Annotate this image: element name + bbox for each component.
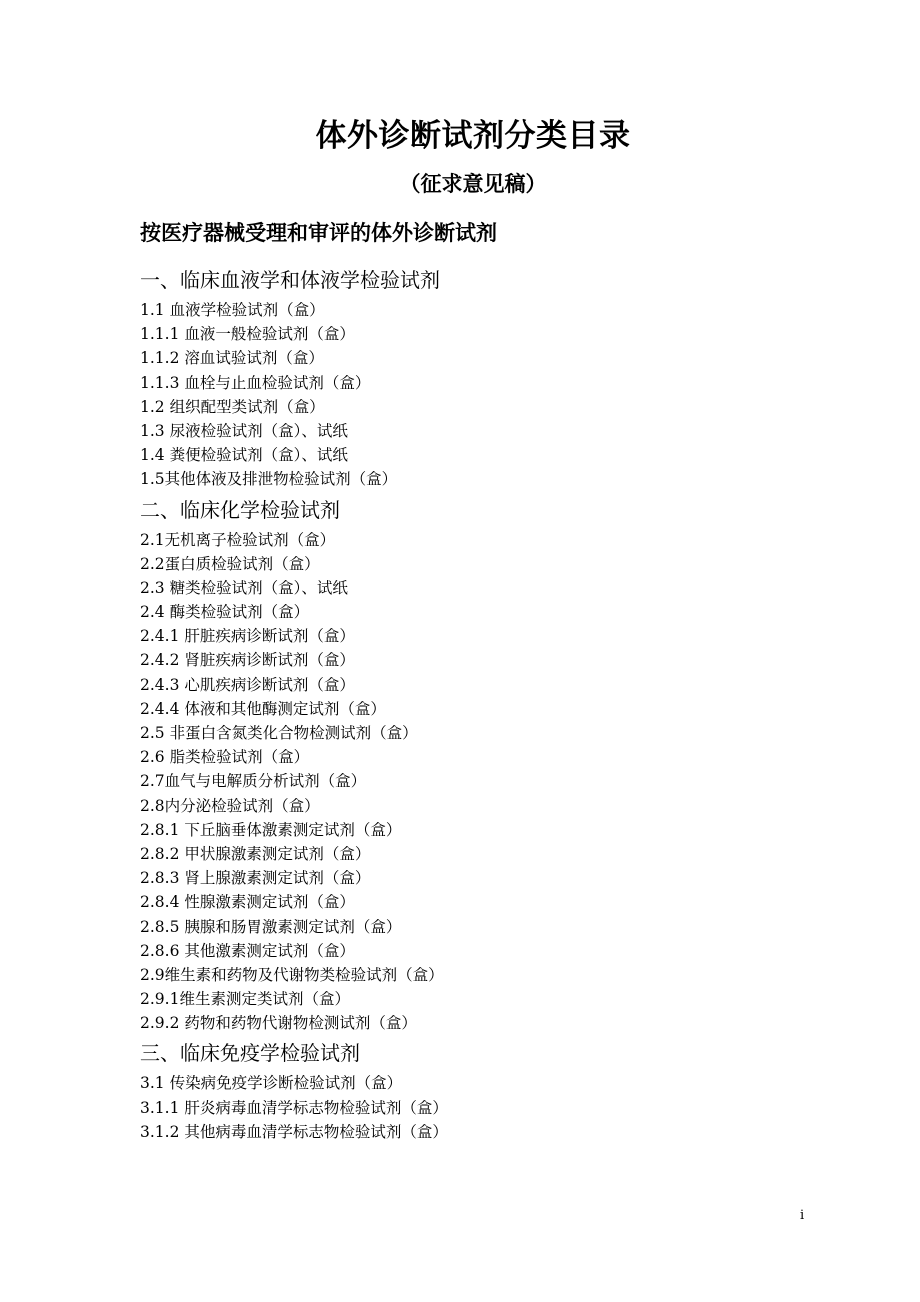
catalog-item: 1.1.2 溶血试验试剂（盒）	[140, 349, 324, 368]
catalog-item: 2.9维生素和药物及代谢物类检验试剂（盒）	[140, 965, 444, 984]
section-title: 一、临床血液学和体液学检验试剂	[140, 268, 440, 292]
section-item-list	[140, 1071, 840, 1144]
catalog-item: 2.8.5 胰腺和肠胃激素测定试剂（盒）	[140, 917, 402, 936]
document-subtitle: （征求意见稿）	[399, 172, 547, 196]
catalog-item: 2.4 酶类检验试剂（盒）	[140, 603, 310, 622]
catalog-content	[140, 262, 840, 1144]
catalog-item: 1.4 粪便检验试剂（盒）、试纸	[140, 446, 348, 465]
catalog-section	[140, 1035, 840, 1144]
catalog-item: 1.1 血液学检验试剂（盒）	[140, 301, 325, 319]
catalog-item: 2.2蛋白质检验试剂（盒）	[140, 554, 320, 573]
catalog-item: 2.9.1维生素测定类试剂（盒）	[140, 990, 350, 1009]
catalog-item: 2.8.1 下丘脑垂体激素测定试剂（盒）	[140, 820, 402, 839]
catalog-section	[140, 492, 840, 1036]
catalog-item: 1.1.1 血液一般检验试剂（盒）	[140, 325, 355, 344]
catalog-item: 3.1.2 其他病毒血清学标志物检验试剂（盒）	[140, 1122, 448, 1141]
page-number: i	[800, 1208, 805, 1223]
catalog-item: 2.5 非蛋白含氮类化合物检测试剂（盒）	[140, 724, 418, 742]
catalog-item: 2.4.2 肾脏疾病诊断试剂（盒）	[140, 651, 355, 670]
section-item-list	[140, 528, 840, 1036]
catalog-item: 2.8.6 其他激素测定试剂（盒）	[140, 941, 355, 960]
catalog-item: 2.9.2 药物和药物代谢物检测试剂（盒）	[140, 1014, 417, 1033]
catalog-item: 2.4.4 体液和其他酶测定试剂（盒）	[140, 699, 386, 718]
catalog-item: 2.8.2 甲状腺激素测定试剂（盒）	[140, 844, 371, 863]
catalog-item: 2.3 糖类检验试剂（盒）、试纸	[140, 578, 348, 597]
catalog-item: 2.4.1 肝脏疾病诊断试剂（盒）	[140, 627, 355, 646]
catalog-item: 2.8.3 肾上腺激素测定试剂（盒）	[140, 869, 371, 888]
catalog-item: 1.1.3 血栓与止血检验试剂（盒）	[140, 373, 371, 392]
catalog-item: 3.1.1 肝炎病毒血清学标志物检验试剂（盒）	[140, 1098, 448, 1117]
document-heading: 按医疗器械受理和审评的体外诊断试剂	[140, 221, 497, 245]
section-title: 二、临床化学检验试剂	[140, 497, 340, 522]
catalog-item: 2.1无机离子检验试剂（盒）	[140, 530, 336, 549]
catalog-item: 2.8.4 性腺激素测定试剂（盒）	[140, 893, 355, 912]
section-item-list	[140, 298, 840, 492]
catalog-item: 1.3 尿液检验试剂（盒）、试纸	[140, 421, 348, 440]
document-title: 体外诊断试剂分类目录	[315, 118, 631, 154]
catalog-item: 2.6 脂类检验试剂（盒）	[140, 748, 310, 767]
catalog-item: 1.2 组织配型类试剂（盒）	[140, 397, 325, 416]
catalog-item: 2.8内分泌检验试剂（盒）	[140, 796, 320, 815]
catalog-section	[140, 262, 840, 492]
catalog-item: 3.1 传染病免疫学诊断检验试剂（盒）	[140, 1074, 403, 1093]
catalog-item: 2.4.3 心肌疾病诊断试剂（盒）	[140, 675, 355, 694]
section-title: 三、临床免疫学检验试剂	[140, 1041, 360, 1066]
catalog-item: 1.5其他体液及排泄物检验试剂（盒）	[140, 470, 398, 489]
catalog-item: 2.7血气与电解质分析试剂（盒）	[140, 772, 367, 791]
